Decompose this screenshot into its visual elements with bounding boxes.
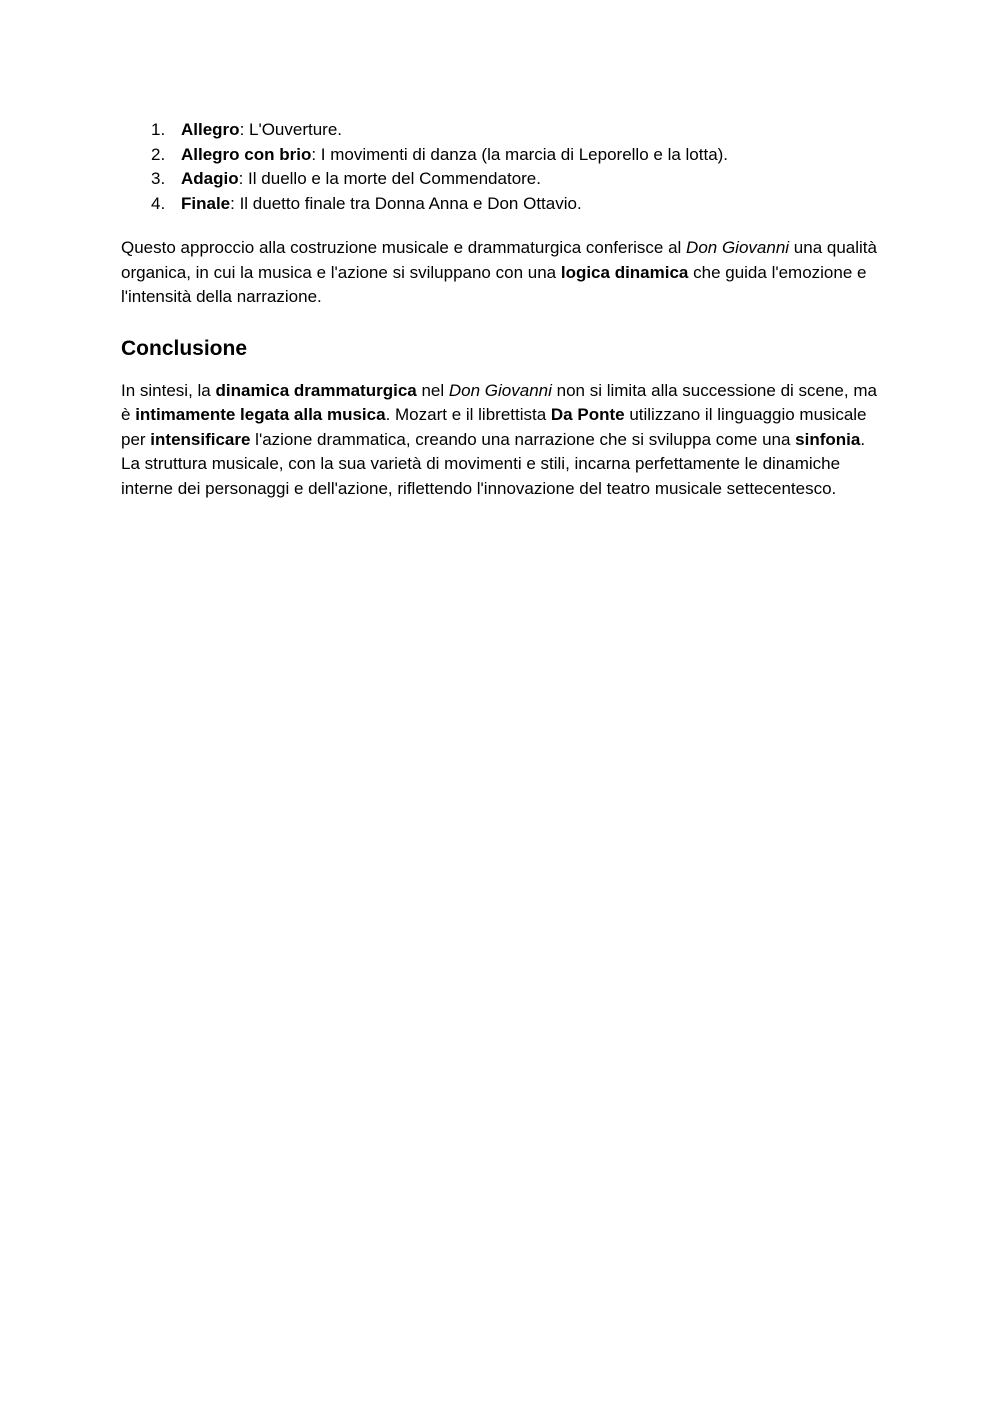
section-heading: Conclusione xyxy=(121,336,248,360)
list-item xyxy=(121,192,881,217)
list-item-number: 3. xyxy=(151,169,166,188)
list-item xyxy=(121,143,881,168)
bold-term: intensificare xyxy=(150,429,251,449)
text-run: che guida l'emozione e l'intensità della narrazione. xyxy=(121,262,867,306)
list-item xyxy=(121,118,881,143)
text-run: . Mozart e il librettista xyxy=(385,405,551,424)
page-content xyxy=(121,118,881,501)
text-run: . La struttura musicale, con la sua varietà di movimenti e stili, incarna perfettamente le dinamiche interne dei personaggi e dell'azione, riflettendo l'innovazione del teatro musicale settecentesco. xyxy=(121,429,866,498)
list-item-text: : I movimenti di danza (la marcia di Leporello e la lotta). xyxy=(311,144,729,164)
list-item-term: Allegro xyxy=(181,120,240,139)
list-item-term: Adagio xyxy=(181,169,239,188)
list-item-number: 4. xyxy=(151,193,166,213)
list-item-number: 1. xyxy=(151,120,166,139)
list-item-term: Allegro con brio xyxy=(181,144,312,164)
bold-term: intimamente legata alla musica xyxy=(135,405,386,424)
list-item-term: Finale xyxy=(181,193,231,213)
italic-title: Don Giovanni xyxy=(686,238,790,257)
paragraph-conclusion xyxy=(121,379,881,502)
text-run: l'azione drammatica, creando una narrazione che si sviluppa come una xyxy=(250,429,796,449)
movements-list xyxy=(121,118,881,216)
text-run: Questo approccio alla costruzione musicale e drammaturgica conferisce al xyxy=(121,238,687,257)
text-run: non si limita alla successione di scene, ma è xyxy=(121,380,877,424)
list-item xyxy=(121,167,881,192)
text-run: In sintesi, la xyxy=(121,380,216,400)
text-run: nel xyxy=(416,380,449,400)
bold-term: logica dinamica xyxy=(560,262,689,282)
list-item-number: 2. xyxy=(151,144,166,164)
bold-term: Da Ponte xyxy=(550,405,625,424)
text-run: utilizzano il linguaggio musicale per xyxy=(121,405,867,449)
italic-title: Don Giovanni xyxy=(448,380,552,400)
list-item-text: : L'Ouverture. xyxy=(239,120,343,139)
list-item-text: : Il duello e la morte del Commendatore. xyxy=(238,169,541,188)
bold-term: dinamica drammaturgica xyxy=(215,380,417,400)
text-run: una qualità organica, in cui la musica e l'azione si sviluppano con una xyxy=(121,238,877,282)
bold-term: sinfonia xyxy=(795,429,861,449)
paragraph-approach xyxy=(121,236,881,310)
list-item-text: : Il duetto finale tra Donna Anna e Don Ottavio. xyxy=(230,193,582,213)
